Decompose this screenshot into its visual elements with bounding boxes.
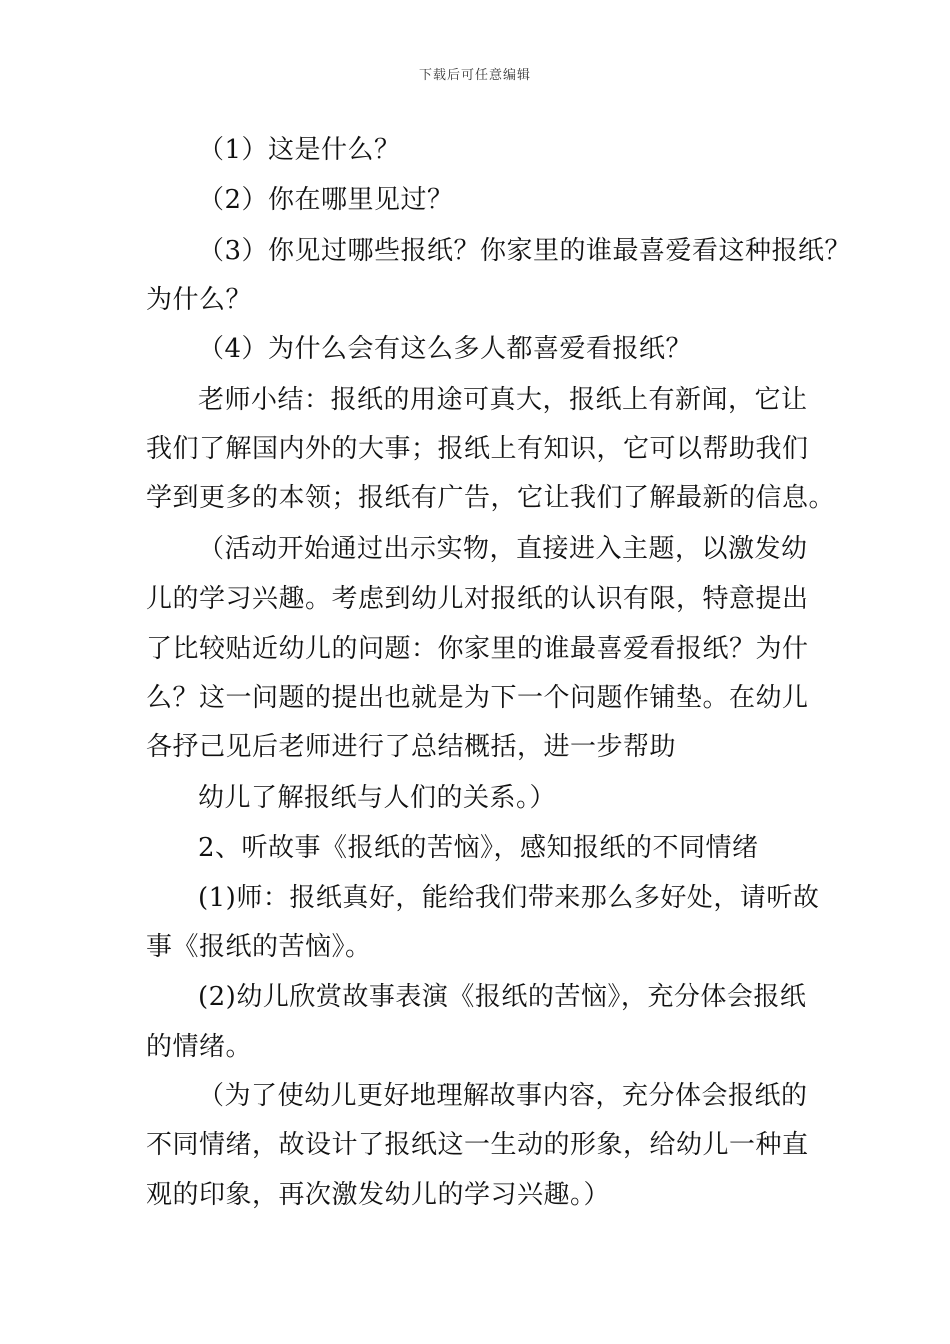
text-line: （3）你见过哪些报纸？你家里的谁最喜爱看这种报纸？ (198, 236, 852, 266)
text-line: （1）这是什么？ (198, 135, 401, 165)
page-header-note: 下载后可任意编辑 (418, 68, 531, 83)
text-line: 老师小结：报纸的用途可真大，报纸上有新闻，它让 (198, 385, 808, 415)
text-line: （为了使幼儿更好地理解故事内容，充分体会报纸的 (198, 1081, 808, 1111)
text-line: 幼儿了解报纸与人们的关系。） (198, 783, 557, 813)
text-line: 我们了解国内外的大事；报纸上有知识，它可以帮助我们 (146, 434, 809, 464)
text-line: 儿的学习兴趣。考虑到幼儿对报纸的认识有限，特意提出 (146, 584, 809, 614)
text-line: 事《报纸的苦恼》。 (146, 932, 372, 962)
text-line: 2、听故事《报纸的苦恼》，感知报纸的不同情绪 (198, 833, 759, 863)
text-line: 学到更多的本领；报纸有广告，它让我们了解最新的信息。 (146, 483, 836, 513)
text-line: （活动开始通过出示实物，直接进入主题，以激发幼 (198, 534, 808, 564)
text-line: 了比较贴近幼儿的问题：你家里的谁最喜爱看报纸？为什 (146, 634, 809, 664)
text-line: 的情绪。 (146, 1032, 253, 1062)
text-line: (2)幼儿欣赏故事表演《报纸的苦恼》，充分体会报纸 (198, 982, 807, 1012)
text-line: 么？这一问题的提出也就是为下一个问题作铺垫。在幼儿 (146, 683, 809, 713)
text-line: （2）你在哪里见过？ (198, 185, 454, 215)
text-line: 为什么？ (146, 285, 253, 315)
text-line: 观的印象，再次激发幼儿的学习兴趣。） (146, 1180, 611, 1210)
text-line: 不同情绪，故设计了报纸这一生动的形象，给幼儿一种直 (146, 1130, 809, 1160)
text-line: 各抒己见后老师进行了总结概括，进一步帮助 (146, 732, 677, 762)
text-line: (1)师：报纸真好，能给我们带来那么多好处，请听故 (198, 883, 820, 913)
text-line: （4）为什么会有这么多人都喜爱看报纸？ (198, 334, 693, 364)
